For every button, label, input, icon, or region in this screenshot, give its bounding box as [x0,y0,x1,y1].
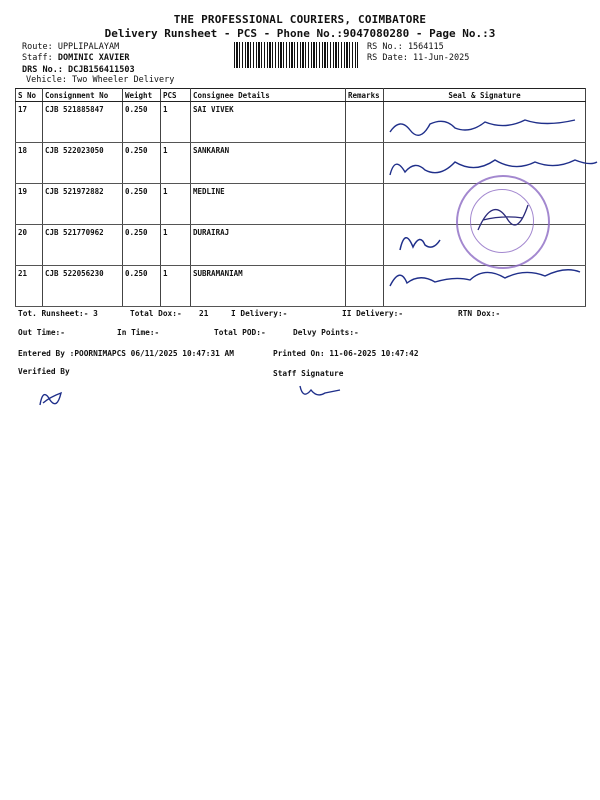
cell-pcs: 1 [161,225,191,266]
cell-remarks [346,102,384,143]
cell-sno: 18 [16,143,43,184]
cell-consignment: CJB 521972882 [43,184,123,225]
cell-remarks [346,225,384,266]
cell-consignment: CJB 522056230 [43,266,123,307]
cell-consignee: SUBRAMANIAM [191,266,346,307]
cell-consignee: MEDLINE [191,184,346,225]
ii-delivery: II Delivery:- [342,309,404,318]
cell-pcs: 1 [161,184,191,225]
col-header-weight: Weight [123,89,161,102]
cell-pcs: 1 [161,143,191,184]
route-text: Route: UPPLIPALAYAM [22,42,120,52]
staff-signature-scribble [295,378,345,403]
cell-consignment: CJB 521885847 [43,102,123,143]
cell-weight: 0.250 [123,102,161,143]
cell-remarks [346,143,384,184]
printed-on: Printed On: 11-06-2025 10:47:42 [273,349,419,358]
document-title: THE PROFESSIONAL COURIERS, COIMBATORE [173,13,427,26]
cell-consignee: SANKARAN [191,143,346,184]
verified-signature [35,385,65,410]
cell-consignee: DURAIRAJ [191,225,346,266]
signature-row-17 [385,112,585,142]
barcode-image [234,42,358,68]
drs-number: DRS No.: DCJB156411503 [22,65,135,75]
cell-consignment: CJB 521770962 [43,225,123,266]
rs-date: RS Date: 11-Jun-2025 [367,53,470,63]
rs-number: RS No.: 1564115 [367,42,444,52]
cell-sno: 20 [16,225,43,266]
staff-label: Staff: [22,53,53,63]
i-delivery: I Delivery:- [231,309,288,318]
tot-runsheet: Tot. Runsheet:- 3 [18,309,98,318]
col-header-pcs: PCS [161,89,191,102]
rtn-dox: RTN Dox:- [458,309,501,318]
cell-remarks [346,266,384,307]
signature-row-20 [395,225,445,255]
cell-pcs: 1 [161,102,191,143]
total-dox-value: 21 [199,309,209,318]
staff-name: DOMINIC XAVIER [57,53,130,63]
signature-stamp-scribble [468,190,538,245]
delvy-points: Delvy Points:- [293,328,359,337]
cell-remarks [346,184,384,225]
col-header-consignment: Consignment No [43,89,123,102]
total-pod: Total POD:- [214,328,266,337]
col-header-consignee: Consignee Details [191,89,346,102]
cell-pcs: 1 [161,266,191,307]
document-subtitle: Delivery Runsheet - PCS - Phone No.:9047080280 - Page No.:3 [104,27,496,40]
verified-by-label: Verified By [18,367,70,376]
out-time: Out Time:- [18,328,65,337]
vehicle-text: Vehicle: Two Wheeler Delivery [26,75,175,85]
total-dox-label: Total Dox:- [130,309,182,318]
table-header-row [16,89,586,102]
cell-consignment: CJB 522023050 [43,143,123,184]
staff-signature-label: Staff Signature [273,369,344,378]
cell-consignee: SAI VIVEK [191,102,346,143]
col-header-sno: S No [16,89,43,102]
cell-weight: 0.250 [123,225,161,266]
in-time: In Time:- [117,328,160,337]
col-header-signature: Seal & Signature [384,89,586,102]
cell-sno: 19 [16,184,43,225]
cell-sno: 21 [16,266,43,307]
signature-row-21 [385,258,585,293]
cell-weight: 0.250 [123,184,161,225]
col-header-remarks: Remarks [346,89,384,102]
cell-sno: 17 [16,102,43,143]
cell-weight: 0.250 [123,143,161,184]
entered-by: Entered By :POORNIMAPCS 06/11/2025 10:47:31 AM [18,349,234,358]
cell-weight: 0.250 [123,266,161,307]
staff-line [22,53,130,63]
